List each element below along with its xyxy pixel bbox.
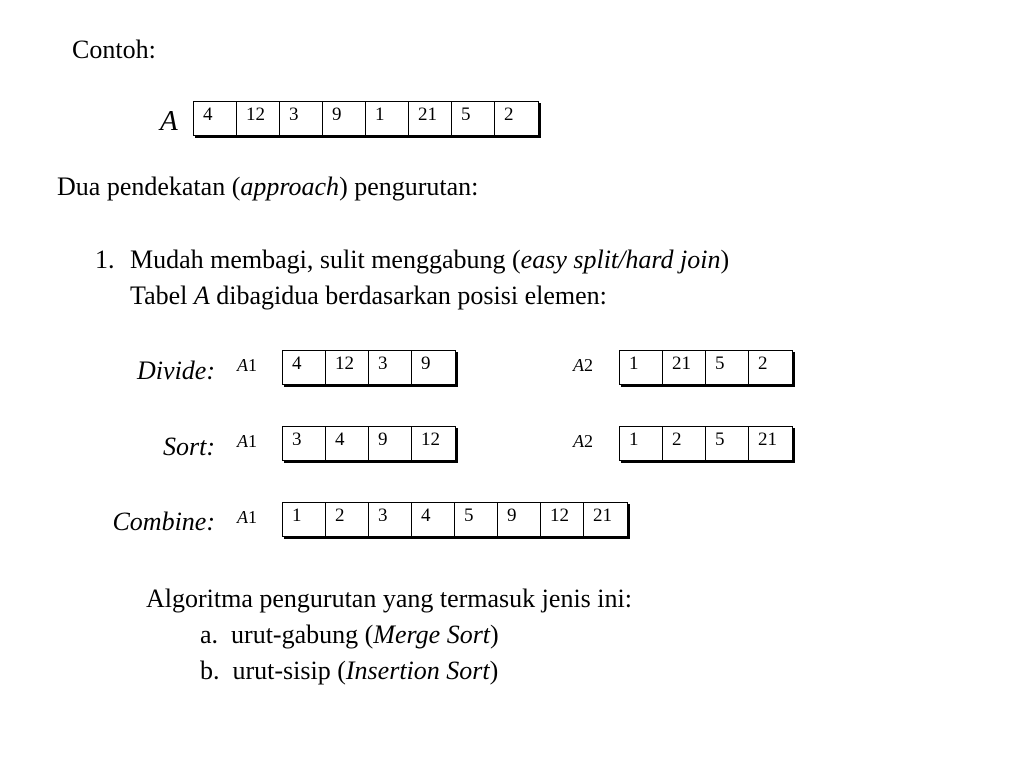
array-a-cell: 2 bbox=[504, 104, 514, 125]
combine-cell: 1 bbox=[283, 503, 326, 536]
combine-cell: 3 bbox=[369, 503, 412, 536]
sort-right-name-digit: 2 bbox=[584, 431, 593, 451]
combine-cell: 4 bbox=[412, 503, 455, 536]
sort-left-name-digit: 1 bbox=[248, 431, 257, 451]
algorithm-text-after: ) bbox=[490, 620, 499, 649]
divide-right-cell: 21 bbox=[663, 351, 706, 384]
divide-left-name bbox=[237, 355, 257, 375]
divide-label: Divide: bbox=[137, 356, 215, 385]
item-1-desc-term: A bbox=[193, 281, 210, 310]
combine-array bbox=[282, 502, 628, 537]
combine-cell: 2 bbox=[326, 503, 369, 536]
divide-right-cell: 1 bbox=[620, 351, 663, 384]
item-1-desc-before: Tabel bbox=[130, 281, 194, 310]
divide-right-cell: 2 bbox=[758, 353, 768, 374]
sort-label: Sort: bbox=[163, 432, 215, 461]
array-a-cell: 12 bbox=[237, 102, 280, 135]
divide-left-cell: 4 bbox=[283, 351, 326, 384]
divide-left-cell: 12 bbox=[326, 351, 369, 384]
array-a-cell: 9 bbox=[323, 102, 366, 135]
sort-right-cell: 21 bbox=[758, 429, 777, 450]
divide-right-cell: 5 bbox=[706, 351, 749, 384]
sort-left-name-letter: A bbox=[237, 431, 248, 451]
divide-left-name-letter: A bbox=[237, 355, 248, 375]
array-a-cell: 5 bbox=[452, 102, 495, 135]
algorithm-item-merge bbox=[200, 620, 499, 650]
array-a-label: A bbox=[160, 105, 178, 137]
combine-cell: 21 bbox=[593, 505, 612, 526]
divide-right-name-letter: A bbox=[573, 355, 584, 375]
sort-left-cell: 12 bbox=[421, 429, 440, 450]
divide-left-array bbox=[282, 350, 456, 385]
combine-cell: 5 bbox=[455, 503, 498, 536]
item-1-title-before: Mudah membagi, sulit menggabung ( bbox=[130, 245, 521, 274]
array-a bbox=[193, 101, 539, 136]
sort-right-array bbox=[619, 426, 793, 461]
item-1-desc-after: dibagidua berdasarkan posisi elemen: bbox=[209, 281, 607, 310]
algorithm-text-before: urut-gabung ( bbox=[231, 620, 374, 649]
divide-right-name-digit: 2 bbox=[584, 355, 593, 375]
sort-right-cell: 2 bbox=[663, 427, 706, 460]
combine-cell: 12 bbox=[541, 503, 584, 536]
item-1-number: 1. bbox=[95, 245, 115, 274]
combine-name-digit: 1 bbox=[248, 507, 257, 527]
sort-right-name bbox=[573, 431, 593, 451]
item-1-title-term: easy split/hard join bbox=[520, 245, 721, 274]
sort-left-cell: 3 bbox=[283, 427, 326, 460]
combine-cell: 9 bbox=[498, 503, 541, 536]
algorithm-marker: a. bbox=[200, 620, 219, 649]
approach-term: approach bbox=[240, 172, 340, 201]
divide-right-name bbox=[573, 355, 593, 375]
divide-left-name-digit: 1 bbox=[248, 355, 257, 375]
array-a-cell: 3 bbox=[280, 102, 323, 135]
example-heading: Contoh: bbox=[72, 35, 156, 64]
array-a-cell: 4 bbox=[194, 102, 237, 135]
algorithm-text-after: ) bbox=[489, 656, 499, 685]
divide-left-cell: 9 bbox=[421, 353, 431, 374]
sort-right-name-letter: A bbox=[573, 431, 584, 451]
approach-text-after: ) pengurutan: bbox=[339, 172, 479, 201]
algorithm-name: Insertion Sort bbox=[345, 656, 490, 685]
algorithm-text-before: urut-sisip ( bbox=[232, 656, 346, 685]
sort-left-cell: 4 bbox=[326, 427, 369, 460]
sort-right-cell: 5 bbox=[706, 427, 749, 460]
algorithm-item-insertion bbox=[200, 656, 498, 686]
divide-left-cell: 3 bbox=[369, 351, 412, 384]
approach-text-before: Dua pendekatan ( bbox=[57, 172, 241, 201]
combine-name bbox=[237, 507, 257, 527]
array-a-cell: 1 bbox=[366, 102, 409, 135]
array-a-cell: 21 bbox=[409, 102, 452, 135]
algorithm-marker: b. bbox=[200, 656, 220, 685]
divide-right-array bbox=[619, 350, 793, 385]
item-1-description bbox=[130, 281, 607, 311]
item-1-title-after: ) bbox=[720, 245, 730, 274]
sort-left-cell: 9 bbox=[369, 427, 412, 460]
sort-left-name bbox=[237, 431, 257, 451]
item-1-title bbox=[130, 245, 729, 275]
combine-label: Combine: bbox=[112, 507, 215, 536]
sort-right-cell: 1 bbox=[620, 427, 663, 460]
combine-name-letter: A bbox=[237, 507, 248, 527]
approach-line bbox=[57, 172, 478, 202]
sort-left-array bbox=[282, 426, 456, 461]
algorithm-name: Merge Sort bbox=[373, 620, 491, 649]
algorithms-intro: Algoritma pengurutan yang termasuk jenis ini: bbox=[146, 584, 632, 613]
